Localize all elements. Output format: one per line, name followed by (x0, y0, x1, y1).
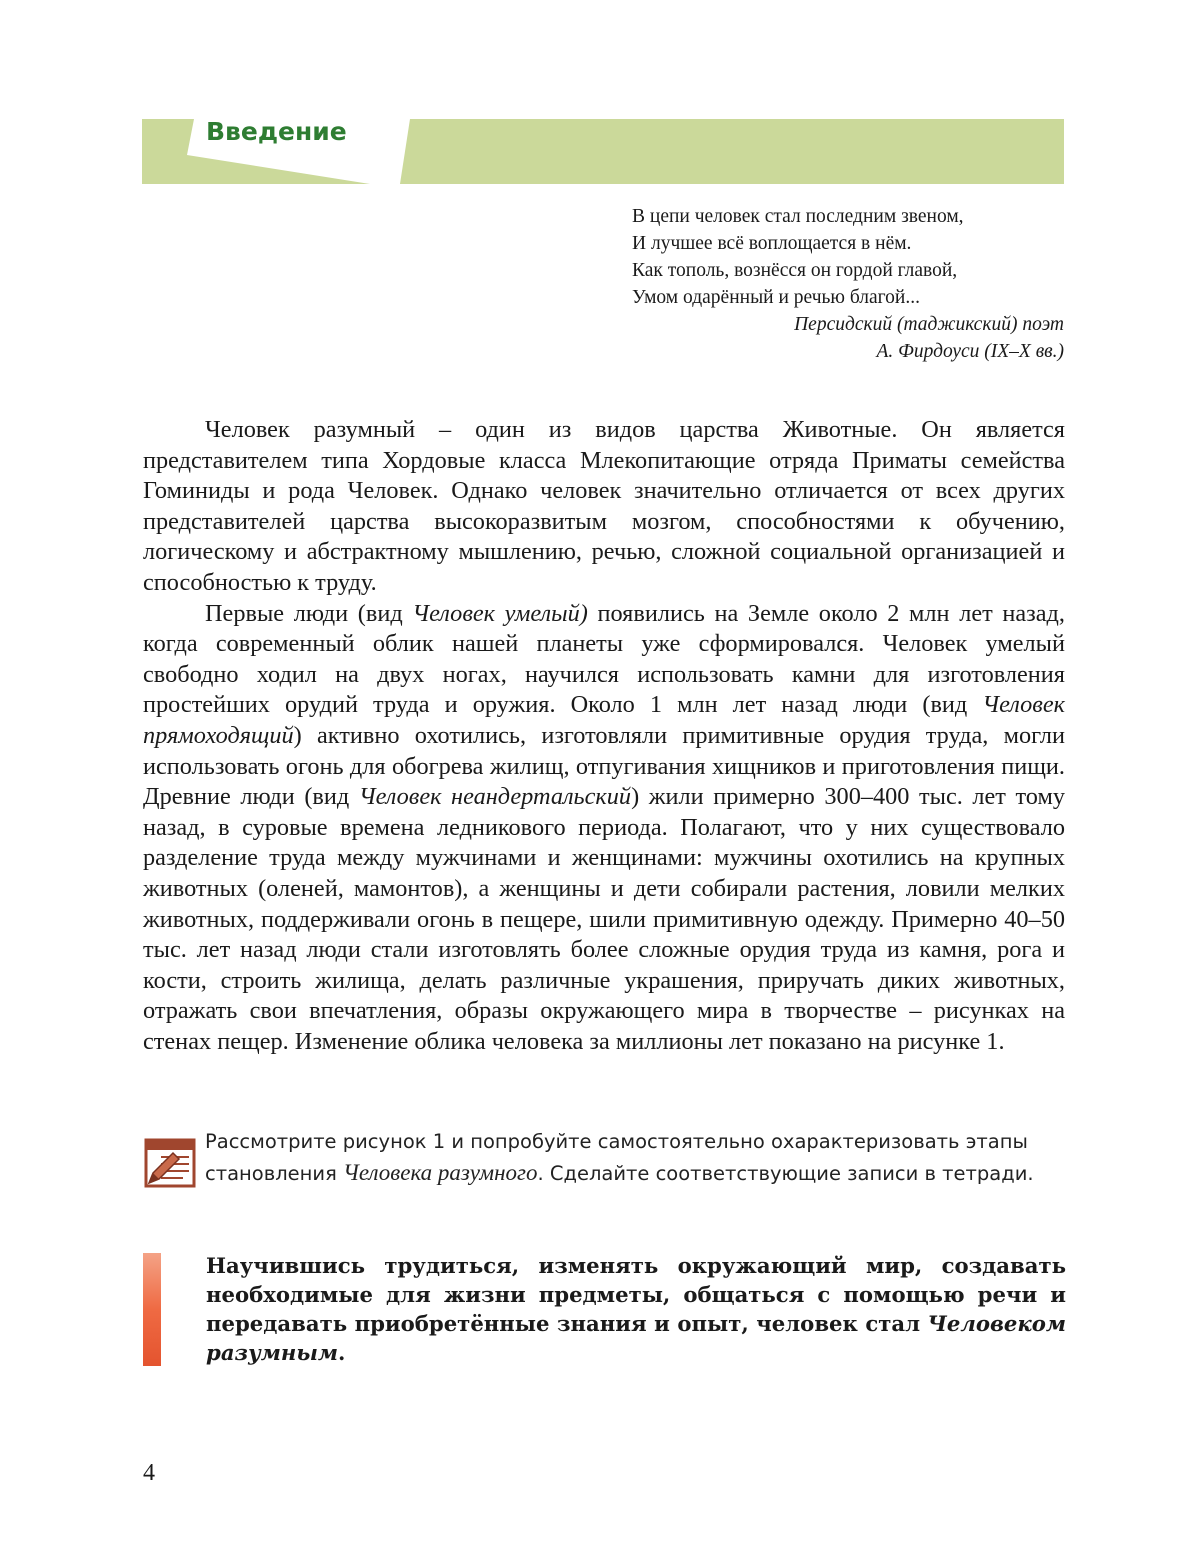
section-title: Введение (206, 117, 347, 146)
epigraph-attribution: Персидский (таджикский) поэт (794, 314, 1064, 335)
paragraph-text: ) активно охотились, изготовляли примитивные орудия труда, могли использовать огонь для обогрева жилищ, отпугивания хищников и приготовления пищи. Древние люди (вид (143, 721, 1065, 811)
paragraph-2 (143, 599, 1065, 1058)
paragraph-text: Человек разумный – один из видов царства Животные. Он является представителем типа Хордовые класса Млекопитающие отряда Приматы семейства Гоминиды и рода Человек. Однако человек значительно отличается от всех других представителей царства высокоразвитым мозгом, способностями к обучению, логическому и абстрактному мышлению, речью, сложной социальной организацией и способностью к труду. (143, 416, 1065, 596)
paragraph-text: появились на Земле около 2 млн лет назад, когда современный облик нашей планеты уже сформировался. Человек умелый свободно ходил на двух ногах, научился использовать камни для изготовления простейших орудий труда и оружия. Около 1 млн лет назад люди (вид (143, 599, 1065, 719)
epigraph-line: Как тополь, вознёсся он гордой главой, (632, 260, 958, 281)
section-header (142, 119, 1064, 184)
conclusion-emphasis: Человеком разумным (206, 1311, 1066, 1365)
paragraph-1 (143, 415, 1065, 599)
task-text-part: Рассмотрите рисунок 1 и попробуйте самостоятельно охарактеризовать этапы становления (205, 1130, 1028, 1185)
epigraph-author: А. Фирдоуси (IX–X вв.) (876, 341, 1064, 362)
species-name: Человек прямоходящий (143, 691, 1065, 749)
species-name: Человек умелый) (412, 599, 588, 627)
epigraph-line: Умом одарённый и речью благой... (632, 287, 920, 308)
conclusion-part: . (338, 1340, 346, 1365)
epigraph-line: В цепи человек стал последним звеном, (632, 206, 964, 227)
paragraph-text: ) жили примерно 300–400 тыс. лет тому назад, в суровые времена ледникового периода. Полагают, что у них существовало разделение труда между мужчинами и женщинами: мужчины охотились на крупных животных (оленей, мамонтов), а женщины и дети собирали растения, ловили мелких животных, поддерживали огонь в пещере, шили примитивную одежду. Примерно 40–50 тыс. лет назад люди стали изготовлять более сложные орудия труда из камня, рога и кости, строить жилища, делать различные украшения, приручать диких животных, отражать свои впечатления, образы окружающего мира в творчестве – рисунках на стенах пещер. Изменение облика человека за миллионы лет показано на рисунке 1. (143, 783, 1065, 1055)
page-number: 4 (143, 1460, 155, 1486)
conclusion-accent-bar (143, 1253, 161, 1366)
paragraph-text: Первые люди (вид (205, 599, 413, 627)
notebook-pencil-icon (143, 1137, 197, 1191)
task-text-part: . Сделайте соответствующие записи в тетради. (537, 1161, 1034, 1185)
species-name: Человек неандертальский (358, 783, 632, 811)
task-text (205, 1127, 1065, 1189)
conclusion-part: Научившись трудиться, изменять окружающий мир, создавать необходимые для жизни предметы, общаться с помощью речи и передавать приобретённые знания и опыт, человек стал (206, 1253, 1066, 1336)
epigraph (632, 203, 1072, 365)
main-text (143, 415, 1065, 1057)
epigraph-line: И лучшее всё воплощается в нём. (632, 233, 912, 254)
task-emphasis: Человека разумного (343, 1159, 538, 1185)
conclusion-text (206, 1251, 1066, 1367)
